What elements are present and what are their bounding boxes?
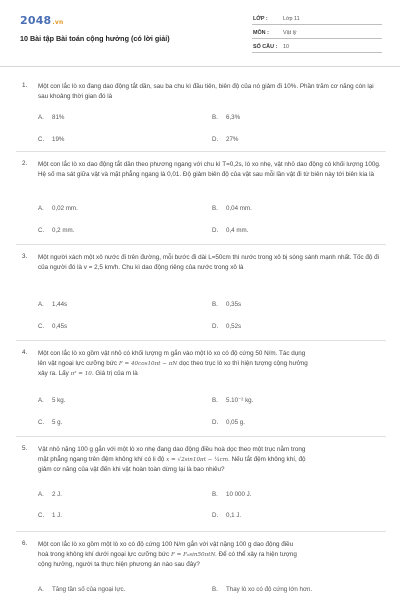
meta-count-key: SỐ CÂU : bbox=[253, 44, 278, 50]
question-number: 2. bbox=[22, 160, 28, 167]
meta-class-row bbox=[252, 14, 382, 25]
option-c[interactable]: C. 0,2 mm. bbox=[38, 227, 75, 234]
document-header bbox=[0, 0, 400, 64]
document-title: 10 Bài tập Bài toán cộng hưởng (có lời giải) bbox=[20, 34, 170, 43]
question-divider bbox=[16, 151, 386, 152]
option-a[interactable]: A. Tăng tần số của ngoại lực. bbox=[38, 586, 126, 593]
question-number: 6. bbox=[22, 540, 28, 547]
option-a[interactable]: A. 81% bbox=[38, 114, 65, 121]
option-d[interactable]: D. 27% bbox=[212, 136, 239, 143]
meta-class-value: Lớp 11 bbox=[283, 16, 300, 22]
meta-subject-key: MÔN : bbox=[253, 30, 269, 36]
force-equation: F = F₀sin50πtN. bbox=[170, 551, 217, 558]
question-text: Một con lắc lò xo gồm một lò xo có độ cứng 100 N/m gắn với vật nặng 100 g dao động điều hoà trong không khí dưới ngoại lực cưỡng bức F = F₀sin50πtN. Để có thể xảy ra hiện tượng cộng hưởng, người ta thực hiện phương án nào sau đây? bbox=[38, 541, 297, 569]
option-c[interactable]: C. 5 g. bbox=[38, 419, 63, 426]
option-d[interactable]: D. 0,05 g. bbox=[212, 419, 245, 426]
site-logo[interactable] bbox=[20, 14, 63, 27]
question-divider bbox=[16, 244, 386, 245]
question-text: Một con lắc lò xo dao động tắt dần theo phương ngang với chu kì T=0,2s, lò xo nhẹ, vật nhỏ dao động có khối lượng 100g. Hệ số ma sát giữa vật và mặt phẳng ngang là 0,01. Độ giảm biên độ của vật sau mỗi lần vật đi từ biên này tới biên kia là bbox=[38, 161, 381, 178]
option-a[interactable]: A. 0,02 mm. bbox=[38, 205, 78, 212]
option-a[interactable]: A. 2 J. bbox=[38, 491, 62, 498]
meta-class-key: LỚP : bbox=[253, 16, 268, 22]
option-a[interactable]: A. 5 kg. bbox=[38, 397, 66, 404]
pi-equation: π² = 10. bbox=[70, 371, 94, 378]
option-b[interactable]: B. 0,35s bbox=[212, 301, 242, 308]
question-number: 1. bbox=[22, 82, 28, 89]
displacement-equation: x = √2sin10πt − ¼cm. bbox=[166, 456, 230, 463]
meta-subject-row bbox=[252, 28, 382, 39]
option-b[interactable]: B. 10 000 J. bbox=[212, 491, 252, 498]
option-c[interactable]: C. 19% bbox=[38, 136, 65, 143]
question-text: Một người xách một xô nước đi trên đường, mỗi bước đi dài L=50cm thì nước trong xô bị sóng sánh mạnh nhất. Tốc độ đi của người đó là v = 2,5 km/h. Chu kì dao động riêng của nước trong xô là bbox=[38, 254, 380, 271]
logo-suffix: .vn bbox=[52, 19, 64, 26]
option-c[interactable]: C. 0,45s bbox=[38, 323, 68, 330]
meta-subject-value: Vật lý bbox=[283, 30, 297, 36]
option-d[interactable]: D. 0,1 J. bbox=[212, 512, 242, 519]
logo-main: 2048 bbox=[20, 14, 52, 27]
question-number: 3. bbox=[22, 253, 28, 260]
question-text: Vật nhỏ nặng 100 g gắn với một lò xo nhẹ đang dao động điều hoà dọc theo một trục nằm trong mặt phẳng ngang trên đệm không khí có li độ x = √2sin10πt − ¼cm. Nếu tắt đệm không khí, độ giảm cơ năng của vật đến khi vật hoàn toàn dừng lại là bao nhiêu? bbox=[38, 446, 306, 474]
option-b[interactable]: B. 6,3% bbox=[212, 114, 241, 121]
header-divider bbox=[0, 66, 400, 67]
question-divider bbox=[16, 436, 386, 437]
option-d[interactable]: D. 0,52s bbox=[212, 323, 242, 330]
option-c[interactable]: C. 1 J. bbox=[38, 512, 62, 519]
option-d[interactable]: D. 0,4 mm. bbox=[212, 227, 249, 234]
option-b[interactable]: B. Thay lò xo có độ cứng lớn hơn. bbox=[212, 586, 313, 593]
force-equation: F = 40cos10πt − πN bbox=[118, 360, 178, 367]
question-divider bbox=[16, 531, 386, 532]
question-text: Một con lắc lò xo đang dao động tắt dần, sau ba chu kì đầu tiên, biên độ của nó giảm đi 10%. Phần trăm cơ năng còn lại sau khoảng thời gian đó là bbox=[38, 83, 374, 100]
meta-count-value: 10 bbox=[283, 44, 289, 50]
question-divider bbox=[16, 340, 386, 341]
option-a[interactable]: A. 1,44s bbox=[38, 301, 68, 308]
option-b[interactable]: B. 5.10⁻² kg. bbox=[212, 397, 254, 404]
meta-count-row bbox=[252, 42, 382, 53]
question-number: 5. bbox=[22, 445, 28, 452]
question-text: Một con lắc lò xo gồm vật nhỏ có khối lượng m gắn vào một lò xo có độ cứng 50 N/m. Tác dụng lên vật ngoại lực cưỡng bức F = 40cos10πt − πN dọc theo trục lò xo thì hiện tượng cộng hưởng xảy ra. Lấy π² = 10. Giá trị của m là bbox=[38, 350, 308, 378]
option-b[interactable]: B. 0,04 mm. bbox=[212, 205, 252, 212]
question-number: 4. bbox=[22, 349, 28, 356]
